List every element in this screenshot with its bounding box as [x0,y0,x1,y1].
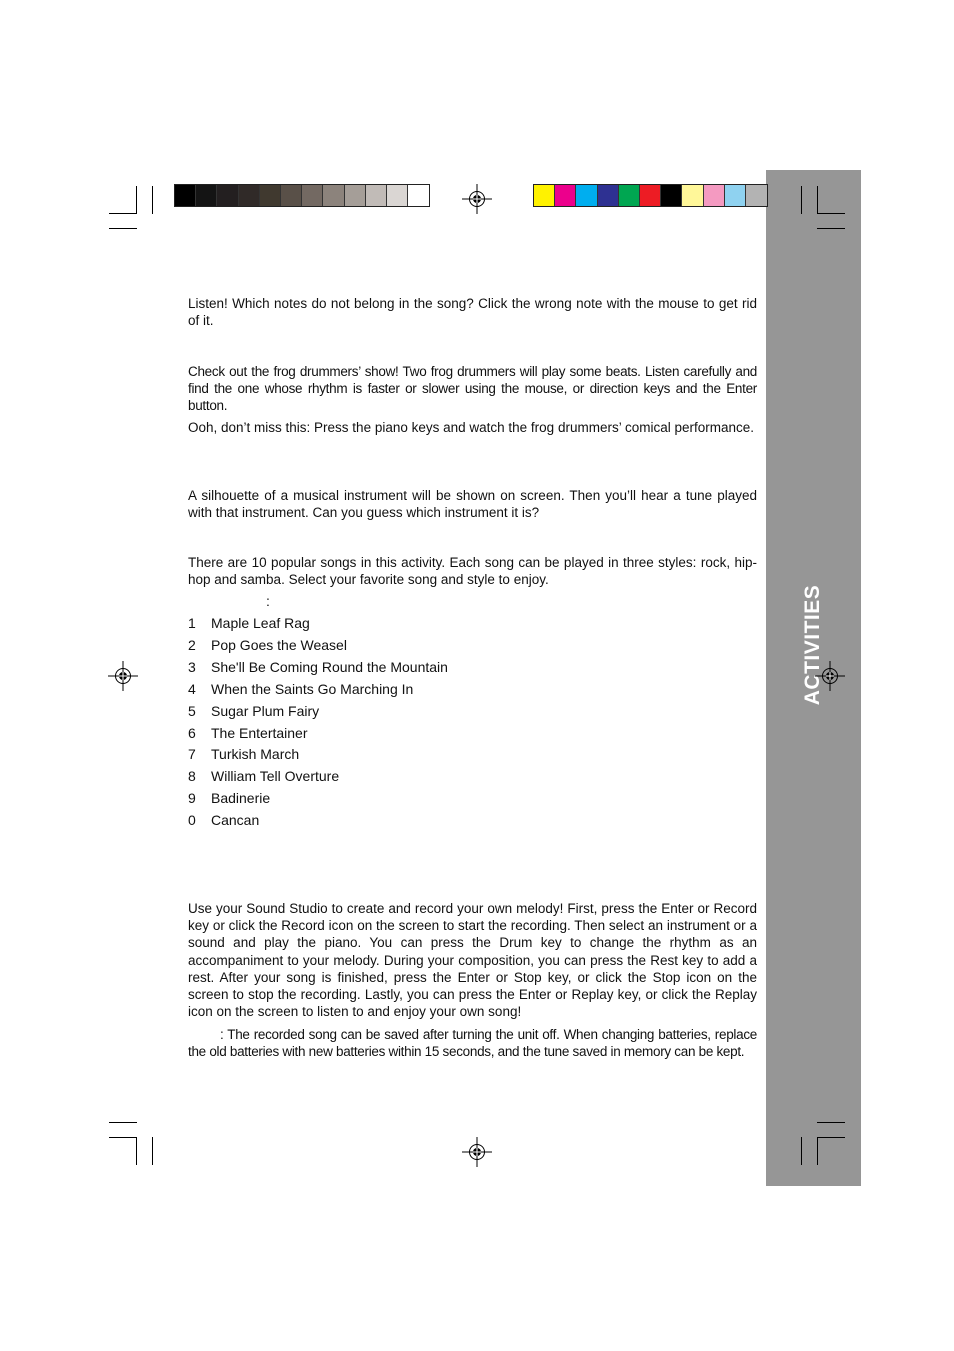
crop-mark [801,1137,802,1165]
song-number: 3 [188,658,196,675]
color-swatch [576,185,597,206]
color-swatch [323,185,344,206]
song-list-item [188,637,347,654]
color-swatch [239,185,260,206]
grayscale-calibration-bar [174,184,430,207]
crop-mark [152,186,153,214]
crop-mark [109,1122,137,1123]
song-title: Turkish March [211,746,300,763]
color-swatch [345,185,366,206]
song-number: 1 [188,615,196,631]
color-swatch [746,185,767,206]
color-swatch [682,185,703,206]
wrong-note-text: Listen! Which notes do not belong in the song? Click the wrong note with the mouse to get rid of it. [188,296,757,329]
song-list-item [188,790,270,807]
crop-mark [109,213,137,214]
color-swatch [598,185,619,206]
song-title: When the Saints Go Marching In [211,680,414,697]
crop-mark [136,186,137,214]
color-swatch [704,185,725,206]
sound-studio-text: Use your Sound Studio to create and record your own melody! First, press the Enter or Record key or click the Record icon on the screen to start the recording. Then select an instrument or a sound and play the piano. You can press the Drum key to change the rhythm as an accompaniment to your melody. During your composition, you can press the Rest key to add a rest. After your song is finished, press the Enter or Stop key, or click the Stop icon on the screen to stop the recording. Lastly, you can press the Enter or Replay key, or click the Replay icon on the screen to listen to and enjoy your own song! [188,901,757,1020]
song-list-item [188,725,308,742]
registration-mark-icon [108,661,138,691]
frog-drummers-tip: Ooh, don’t miss this: Press the piano keys and watch the frog drummers’ comical performance. [188,420,754,435]
song-number: 7 [188,746,196,763]
song-title: William Tell Overture [211,768,340,785]
color-swatch [725,185,746,206]
song-number: 2 [188,636,196,653]
color-swatch [302,185,323,206]
registration-mark-icon [462,184,492,214]
crop-mark [136,1137,137,1165]
color-swatch [366,185,387,206]
registration-mark-icon [815,661,845,691]
crop-mark [801,186,802,214]
song-number: 9 [188,790,196,807]
song-title: Badinerie [211,790,271,807]
song-list-item [188,746,299,763]
crop-mark [817,1137,845,1138]
registration-mark-icon [462,1137,492,1167]
song-list-item [188,768,339,785]
crop-mark [109,228,137,229]
song-list-item [188,703,319,720]
color-swatch [260,185,281,206]
song-number: 4 [188,680,196,697]
song-title: The Entertainer [211,724,308,741]
silhouette-text: A silhouette of a musical instrument will be shown on screen. Then you’ll hear a tune played with that instrument. Can you guess which instrument it is? [188,488,757,521]
crop-mark [109,1137,137,1138]
song-title: Pop Goes the Weasel [211,636,347,653]
song-list-item [188,681,413,698]
song-title: Maple Leaf Rag [211,615,310,631]
song-list-item [188,812,259,829]
song-title: Sugar Plum Fairy [211,702,320,719]
color-swatch [408,185,429,206]
color-swatch [619,185,640,206]
color-calibration-bar [533,184,768,207]
crop-mark [817,213,845,214]
color-swatch [387,185,408,206]
song-number: 0 [188,812,196,829]
color-swatch [555,185,576,206]
song-title: She'll Be Coming Round the Mountain [211,658,448,675]
crop-mark [817,1137,818,1165]
color-swatch [281,185,302,206]
song-list-item [188,615,310,632]
color-swatch [196,185,217,206]
color-swatch [640,185,661,206]
color-swatch [217,185,238,206]
song-list-label-colon: : [266,593,270,609]
crop-mark [817,228,845,229]
crop-mark [152,1137,153,1165]
sound-studio-note: : The recorded song can be saved after turning the unit off. When changing batteries, replace the old batteries with new batteries within 15 seconds, and the tune saved in memory can be kept. [188,1027,757,1060]
frog-drummers-text: Check out the frog drummers’ show! Two frog drummers will play some beats. Listen carefully and find the one whose rhythm is faster or slower using the mouse, or direction keys and the Enter button. [188,364,757,414]
crop-mark [817,186,818,214]
song-number: 5 [188,702,196,719]
song-title: Cancan [211,812,260,829]
song-list-item [188,659,448,676]
color-swatch [661,185,682,206]
crop-mark [817,1122,845,1123]
color-swatch [534,185,555,206]
popular-songs-intro: There are 10 popular songs in this activity. Each song can be played in three styles: rock, hip-hop and samba. Select your favorite song and style to enjoy. [188,555,757,588]
side-tab-label: ACTIVITIES [801,584,824,706]
song-number: 8 [188,768,196,785]
color-swatch [175,185,196,206]
song-number: 6 [188,724,196,741]
